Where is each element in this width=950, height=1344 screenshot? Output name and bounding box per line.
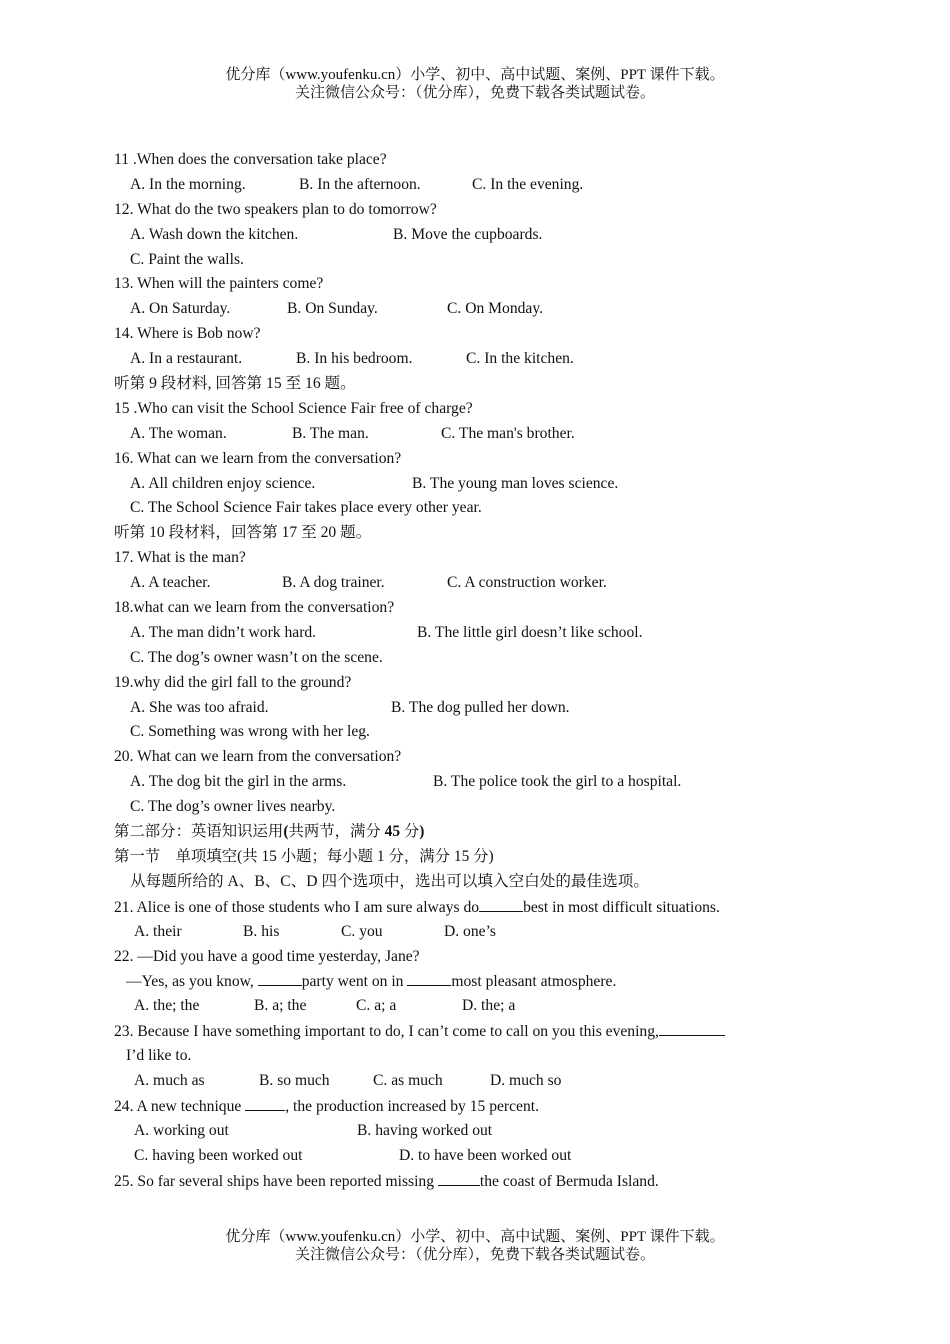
question-21-stem: [114, 895, 794, 920]
question-17-stem: 17. What is the man?: [114, 549, 246, 567]
option-c: C. Something was wrong with her leg.: [130, 723, 370, 741]
question-11-stem: 11 .When does the conversation take place?: [114, 151, 387, 168]
exam-content: [114, 148, 794, 1193]
option-a: A. their: [134, 922, 182, 940]
stem-start: 21. Alice is one of those students who I am sure always do: [114, 898, 480, 916]
blank: [479, 895, 523, 912]
option-a: A. the; the: [134, 997, 200, 1015]
line-start: —Yes, as you know,: [126, 973, 258, 991]
option-a: A. The woman.: [130, 424, 227, 442]
option-c: C. The dog’s owner lives nearby.: [130, 798, 336, 816]
question-21-options: [114, 920, 794, 945]
option-c: C. A construction worker.: [447, 574, 607, 592]
option-d: D. much so: [490, 1071, 562, 1089]
blank: [659, 1019, 725, 1036]
option-b: B. The police took the girl to a hospital.: [433, 773, 682, 791]
stem-end: best in most difficult situations.: [523, 898, 720, 916]
option-c: C. as much: [373, 1071, 443, 1089]
option-c: C. having been worked out: [134, 1146, 303, 1164]
question-16-options: [114, 472, 794, 497]
question-19-option-c: [114, 720, 794, 745]
option-c: C. The man's brother.: [441, 424, 575, 442]
stem-start: 25. So far several ships have been reported missing: [114, 1172, 438, 1190]
question-23-stem: [114, 1019, 794, 1044]
instruction: 从每题所给的 A、B、C、D 四个选项中，选出可以填入空白处的最佳选项。: [130, 872, 649, 890]
option-b: B. having worked out: [357, 1121, 493, 1139]
option-b: B. In his bedroom.: [296, 350, 413, 368]
blank: [438, 1169, 480, 1186]
question-13-options: [114, 297, 794, 322]
option-b: B. In the afternoon.: [299, 175, 421, 193]
question-11-options: [114, 173, 794, 198]
option-a: A. In the morning.: [130, 175, 246, 193]
question-22-line-2: [114, 969, 794, 994]
footer-line-2: 关注微信公众号：（优分库），免费下载各类试题试卷。: [294, 1247, 655, 1263]
option-a: A. She was too afraid.: [130, 698, 269, 716]
header-line-2: 关注微信公众号：（优分库），免费下载各类试题试卷。: [294, 85, 655, 101]
question-23-line-2: I’d like to.: [126, 1047, 192, 1065]
part-2-title: 第二部分：英语知识运用: [114, 823, 284, 841]
stem-start: 24. A new technique: [114, 1097, 246, 1115]
question-24-options-cd: [114, 1144, 794, 1169]
option-c: C. In the evening.: [472, 175, 584, 193]
question-14-options: [114, 347, 794, 372]
question-19-options: [114, 696, 794, 721]
question-18-option-c: [114, 646, 794, 671]
option-b: B. so much: [259, 1071, 330, 1089]
section-9-heading: 听第 9 段材料, 回答第 15 至 16 题。: [114, 375, 356, 393]
option-d: D. one’s: [444, 922, 496, 940]
question-18-options: [114, 621, 794, 646]
option-a: A. The man didn’t work hard.: [130, 623, 317, 641]
section-10-heading: 听第 10 段材料，回答第 17 至 20 题。: [114, 524, 372, 542]
question-18-stem: 18.what can we learn from the conversation?: [114, 599, 395, 617]
question-19-stem: 19.why did the girl fall to the ground?: [114, 673, 352, 691]
question-24-options-ab: [114, 1119, 794, 1144]
option-a: A. In a restaurant.: [130, 350, 243, 368]
option-c: C. The dog’s owner wasn’t on the scene.: [130, 648, 383, 666]
option-b: B. The little girl doesn’t like school.: [417, 623, 643, 641]
paren-close: ): [419, 823, 425, 841]
section-1-heading: 第一节 单项填空(共 15 小题；每小题 1 分，满分 15 分): [114, 847, 494, 865]
question-22-options: [114, 994, 794, 1019]
question-16-stem: 16. What can we learn from the conversation?: [114, 449, 402, 467]
option-b: B. The man.: [292, 424, 369, 442]
blank-1: [258, 969, 302, 986]
option-b: B. The young man loves science.: [412, 474, 619, 492]
question-12-option-c: [114, 248, 794, 273]
question-13-stem: 13. When will the painters come?: [114, 275, 324, 293]
question-16-option-c: [114, 496, 794, 521]
option-c: C. you: [341, 922, 383, 940]
line-end: most pleasant atmosphere.: [451, 973, 617, 991]
question-24-stem: [114, 1094, 794, 1119]
option-a: A. On Saturday.: [130, 300, 231, 318]
option-c: C. On Monday.: [447, 300, 544, 318]
option-b: B. The dog pulled her down.: [391, 698, 570, 716]
option-c: C. a; a: [356, 997, 397, 1015]
page-footer: [0, 1228, 950, 1264]
option-b: B. A dog trainer.: [282, 574, 385, 592]
question-17-options: [114, 571, 794, 596]
page-header: [0, 66, 950, 102]
option-d: D. to have been worked out: [399, 1146, 572, 1164]
question-12-stem: 12. What do the two speakers plan to do tomorrow?: [114, 200, 437, 218]
option-b: B. a; the: [254, 997, 307, 1015]
option-d: D. the; a: [462, 997, 516, 1015]
part-2-score: 45: [384, 823, 401, 841]
stem-end: the coast of Bermuda Island.: [479, 1172, 659, 1190]
footer-line-1: 优分库（www.youfenku.cn）小学、初中、高中试题、案例、PPT 课件下载。: [225, 1229, 725, 1245]
question-20-options: [114, 770, 794, 795]
blank-2: [407, 969, 451, 986]
option-b: B. Move the cupboards.: [393, 225, 543, 243]
question-12-options: [114, 223, 794, 248]
part-2-note: 共两节，满分: [288, 823, 385, 841]
part-2-heading: [114, 820, 794, 845]
question-25-stem: [114, 1169, 794, 1194]
option-b: B. his: [243, 922, 280, 940]
option-a: A. working out: [134, 1121, 229, 1139]
option-a: A. A teacher.: [130, 574, 211, 592]
question-22-stem: 22. —Did you have a good time yesterday, Jane?: [114, 947, 420, 965]
part-2-unit: 分: [400, 823, 420, 841]
question-20-option-c: [114, 795, 794, 820]
option-a: A. much as: [134, 1071, 205, 1089]
option-b: B. On Sunday.: [287, 300, 378, 318]
question-15-stem: 15 .Who can visit the School Science Fair free of charge?: [114, 399, 473, 417]
option-c: C. The School Science Fair takes place every other year.: [130, 499, 482, 517]
question-23-options: [114, 1069, 794, 1094]
option-a: A. Wash down the kitchen.: [130, 225, 299, 243]
paren-open: (: [283, 823, 289, 841]
option-c: C. In the kitchen.: [466, 350, 574, 368]
question-14-stem: 14. Where is Bob now?: [114, 325, 261, 343]
line-mid: party went on in: [301, 973, 408, 991]
question-20-stem: 20. What can we learn from the conversation?: [114, 748, 402, 766]
option-a: A. The dog bit the girl in the arms.: [130, 773, 347, 791]
option-a: A. All children enjoy science.: [130, 474, 316, 492]
header-line-1: 优分库（www.youfenku.cn）小学、初中、高中试题、案例、PPT 课件下载。: [225, 67, 725, 83]
question-15-options: [114, 422, 794, 447]
blank: [245, 1094, 285, 1111]
option-c: C. Paint the walls.: [130, 250, 244, 268]
stem-end: , the production increased by 15 percent.: [285, 1097, 539, 1115]
stem-text: 23. Because I have something important to do, I can’t come to call on you this evening,: [114, 1023, 659, 1041]
